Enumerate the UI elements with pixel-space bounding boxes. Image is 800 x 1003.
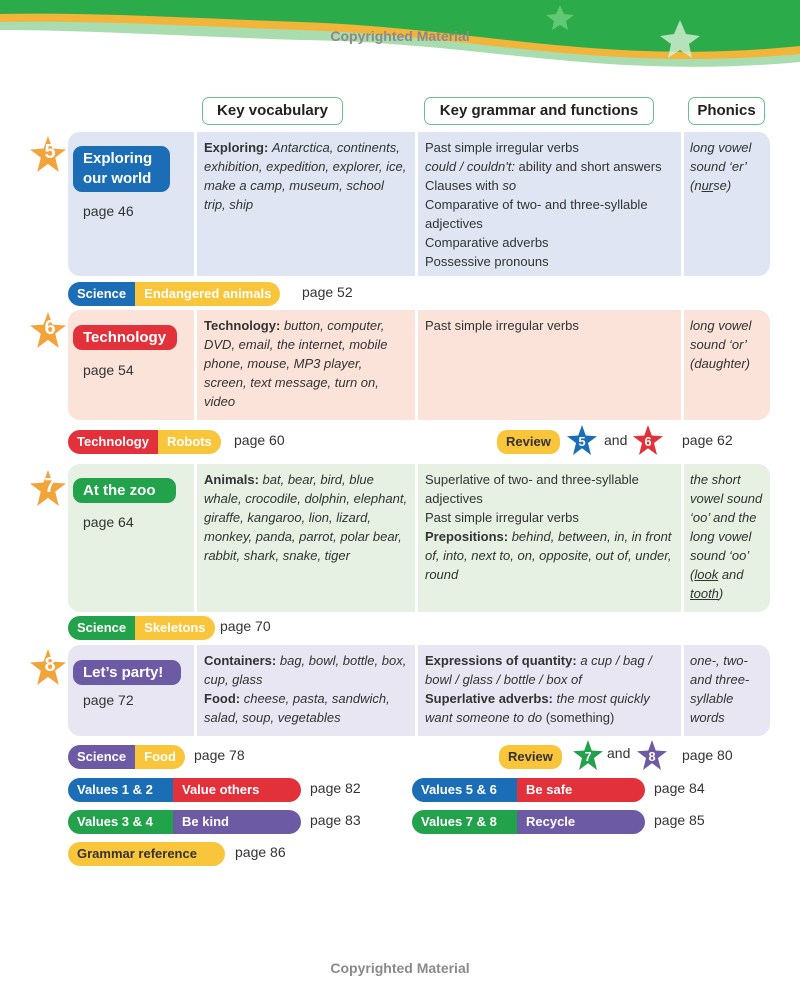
unit-6-row (44, 310, 770, 420)
vocab-cell: Exploring: Antarctica, continents, exhibition, expedition, explorer, ice, make a camp, museum, school trip, ship (194, 132, 415, 276)
grammar-cell: Past simple irregular verbs (415, 310, 681, 420)
unit-title[interactable]: At the zoo (73, 478, 176, 503)
grammar-cell: Expressions of quantity: a cup / bag / bowl / glass / bottle / box of Superlative adverbs: the most quickly want someone to do (something) (415, 645, 681, 736)
vocab-cell: Technology: button, computer, DVD, email, the internet, mobile phone, mouse, MP3 player, screen, text message, turn on, video (194, 310, 415, 420)
unit-7-row (44, 464, 770, 612)
values-1-2-link[interactable]: Values 1 & 2 Value others (68, 778, 301, 802)
values-5-6-link[interactable]: Values 5 & 6 Be safe (412, 778, 645, 802)
page-ref: page 62 (682, 432, 733, 448)
unit-number: 5 (44, 141, 56, 163)
unit-5-row (44, 132, 770, 276)
page-ref: page 85 (654, 812, 705, 828)
header-phonics: Phonics (688, 97, 765, 125)
page-ref: page 78 (194, 747, 245, 763)
unit-page: page 46 (83, 203, 134, 219)
unit-page: page 54 (83, 362, 134, 378)
values-7-8-link[interactable]: Values 7 & 8 Recycle (412, 810, 645, 834)
and-text: and (607, 745, 631, 761)
phonics-cell: long vowel sound ‘or’ (daughter) (681, 310, 770, 420)
phonics-cell: one-, two- and three-syllable words (681, 645, 770, 736)
copyright-top: Copyrighted Material (330, 28, 470, 44)
page-ref: page 52 (302, 284, 353, 300)
page-ref: page 86 (235, 844, 286, 860)
header-key-vocabulary: Key vocabulary (202, 97, 343, 125)
science-food-link[interactable]: Science Food (68, 745, 185, 769)
page-ref: page 70 (220, 618, 271, 634)
and-text: and (604, 432, 628, 448)
page-ref: page 84 (654, 780, 705, 796)
unit-title[interactable]: Let’s party! (73, 660, 181, 685)
unit-page: page 72 (83, 692, 134, 708)
page-ref: page 60 (234, 432, 285, 448)
star-icon (633, 425, 663, 455)
svg-text:6: 6 (644, 434, 652, 449)
star-icon (567, 425, 597, 455)
review-7-8-button[interactable]: Review (499, 745, 562, 769)
svg-text:8: 8 (648, 749, 656, 764)
grammar-cell: Superlative of two- and three-syllable adjectives Past simple irregular verbs Prepositions: behind, between, in, in front of, into, next to, on, opposite, out of, under, round (415, 464, 681, 612)
copyright-bottom: Copyrighted Material (330, 960, 470, 976)
technology-robots-link[interactable]: Technology Robots (68, 430, 221, 454)
unit-8-row (44, 645, 770, 736)
star-icon (573, 740, 603, 770)
phonics-cell: long vowel sound ‘er’ (nurse) (681, 132, 770, 276)
page-ref: page 83 (310, 812, 361, 828)
svg-text:7: 7 (584, 749, 592, 764)
grammar-cell: Past simple irregular verbs could / couldn't: ability and short answers Clauses with so Comparative of two- and three-syllable adjectives Comparative adverbs Possessive pronouns (415, 132, 681, 276)
star-icon (637, 740, 667, 770)
vocab-cell: Containers: bag, bowl, bottle, box, cup, glass Food: cheese, pasta, sandwich, salad, soup, vegetables (194, 645, 415, 736)
review-5-6-button[interactable]: Review (497, 430, 560, 454)
unit-title[interactable]: Exploring our world (73, 146, 170, 192)
unit-title[interactable]: Technology (73, 325, 177, 350)
unit-number: 6 (44, 317, 56, 339)
unit-number: 8 (44, 654, 56, 676)
svg-text:5: 5 (578, 434, 586, 449)
page-ref: page 80 (682, 747, 733, 763)
science-skeletons-link[interactable]: Science Skeletons (68, 616, 215, 640)
unit-number: 7 (44, 475, 56, 497)
vocab-cell: Animals: bat, bear, bird, blue whale, crocodile, dolphin, elephant, giraffe, kangaroo, lion, lizard, monkey, panda, parrot, polar bear, rabbit, shark, snake, tiger (194, 464, 415, 612)
header-key-grammar: Key grammar and functions (424, 97, 654, 125)
values-3-4-link[interactable]: Values 3 & 4 Be kind (68, 810, 301, 834)
phonics-cell: the short vowel sound ‘oo’ and the long vowel sound ‘oo’ (look and tooth) (681, 464, 770, 612)
grammar-reference-link[interactable]: Grammar reference (68, 842, 225, 866)
page-ref: page 82 (310, 780, 361, 796)
science-endangered-animals-link[interactable]: Science Endangered animals (68, 282, 280, 306)
unit-page: page 64 (83, 514, 134, 530)
